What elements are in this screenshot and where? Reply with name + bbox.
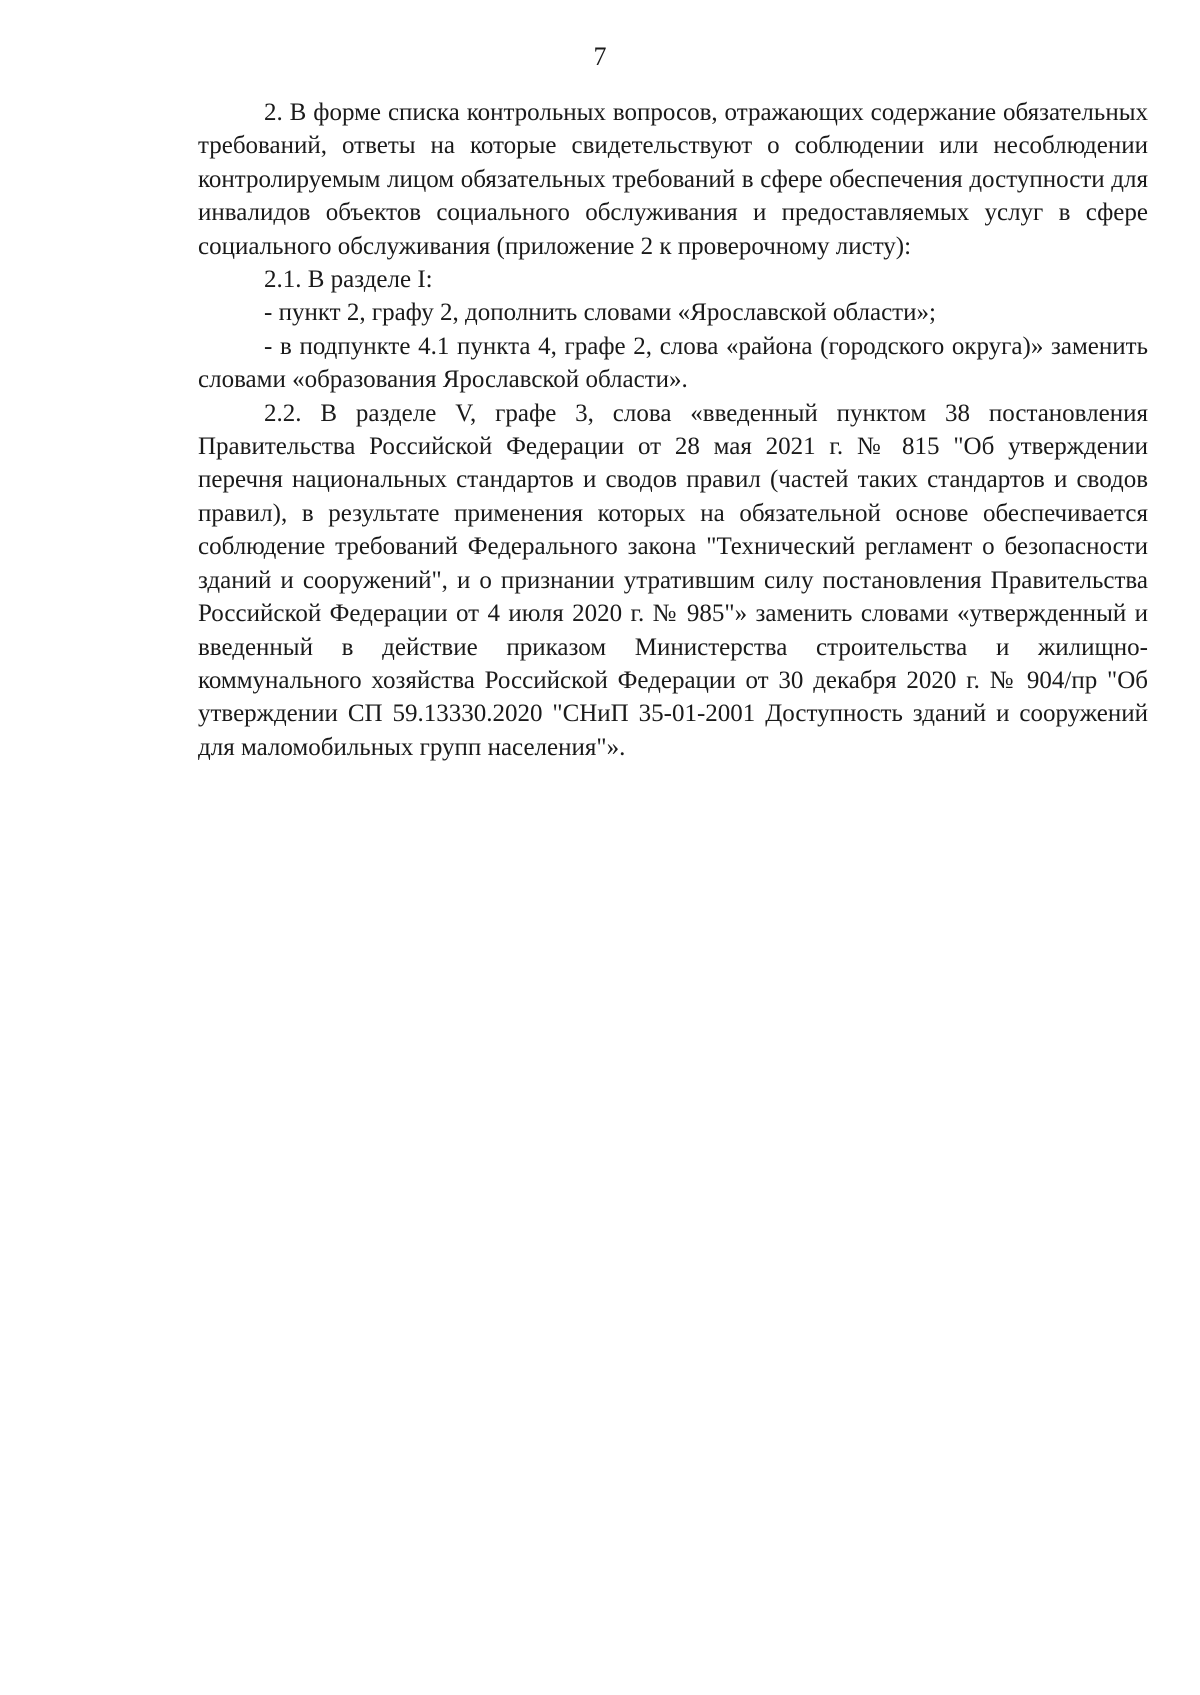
page-number: 7: [593, 42, 607, 71]
paragraph-item-2-1-a: - пункт 2, графу 2, дополнить словами «Ярославской области»;: [264, 299, 936, 327]
paragraph-item-2-1-b: - в подпункте 4.1 пункта 4, графе 2, слова «района (городского округа)» заменить словами «образования Ярославской области».: [198, 332, 1148, 394]
document-body: [198, 96, 1148, 764]
paragraph-item-2: 2. В форме списка контрольных вопросов, отражающих содержание обязательных требований, ответы на которые свидетельствуют о соблюдении или несоблюдении контролируемым лицом обязательных требований в сфере обеспечения доступности для инвалидов объектов социального обслуживания и предоставляемых услуг в сфере социального обслуживания (приложение 2 к проверочному листу):: [198, 99, 1148, 260]
paragraph-item-2-1: 2.1. В разделе I:: [264, 266, 433, 294]
paragraph-item-2-2: 2.2. В разделе V, графе 3, слова «введенный пунктом 38 постановления Правительства Российской Федерации от 28 мая 2021 г. № 815 "Об утверждении перечня национальных стандартов и сводов правил (частей таких стандартов и сводов правил), в результате применения которых на обязательной основе обеспечивается соблюдение требований Федерального закона "Технический регламент о безопасности зданий и сооружений", и о признании утратившим силу постановления Правительства Российской Федерации от 4 июля 2020 г. № 985"» заменить словами «утвержденный и введенный в действие приказом Министерства строительства и жилищно-коммунального хозяйства Российской Федерации от 30 декабря 2020 г. № 904/пр "Об утверждении СП 59.13330.2020 "СНиП 35-01-2001 Доступность зданий и сооружений для маломобильных групп населения"».: [198, 399, 1148, 761]
